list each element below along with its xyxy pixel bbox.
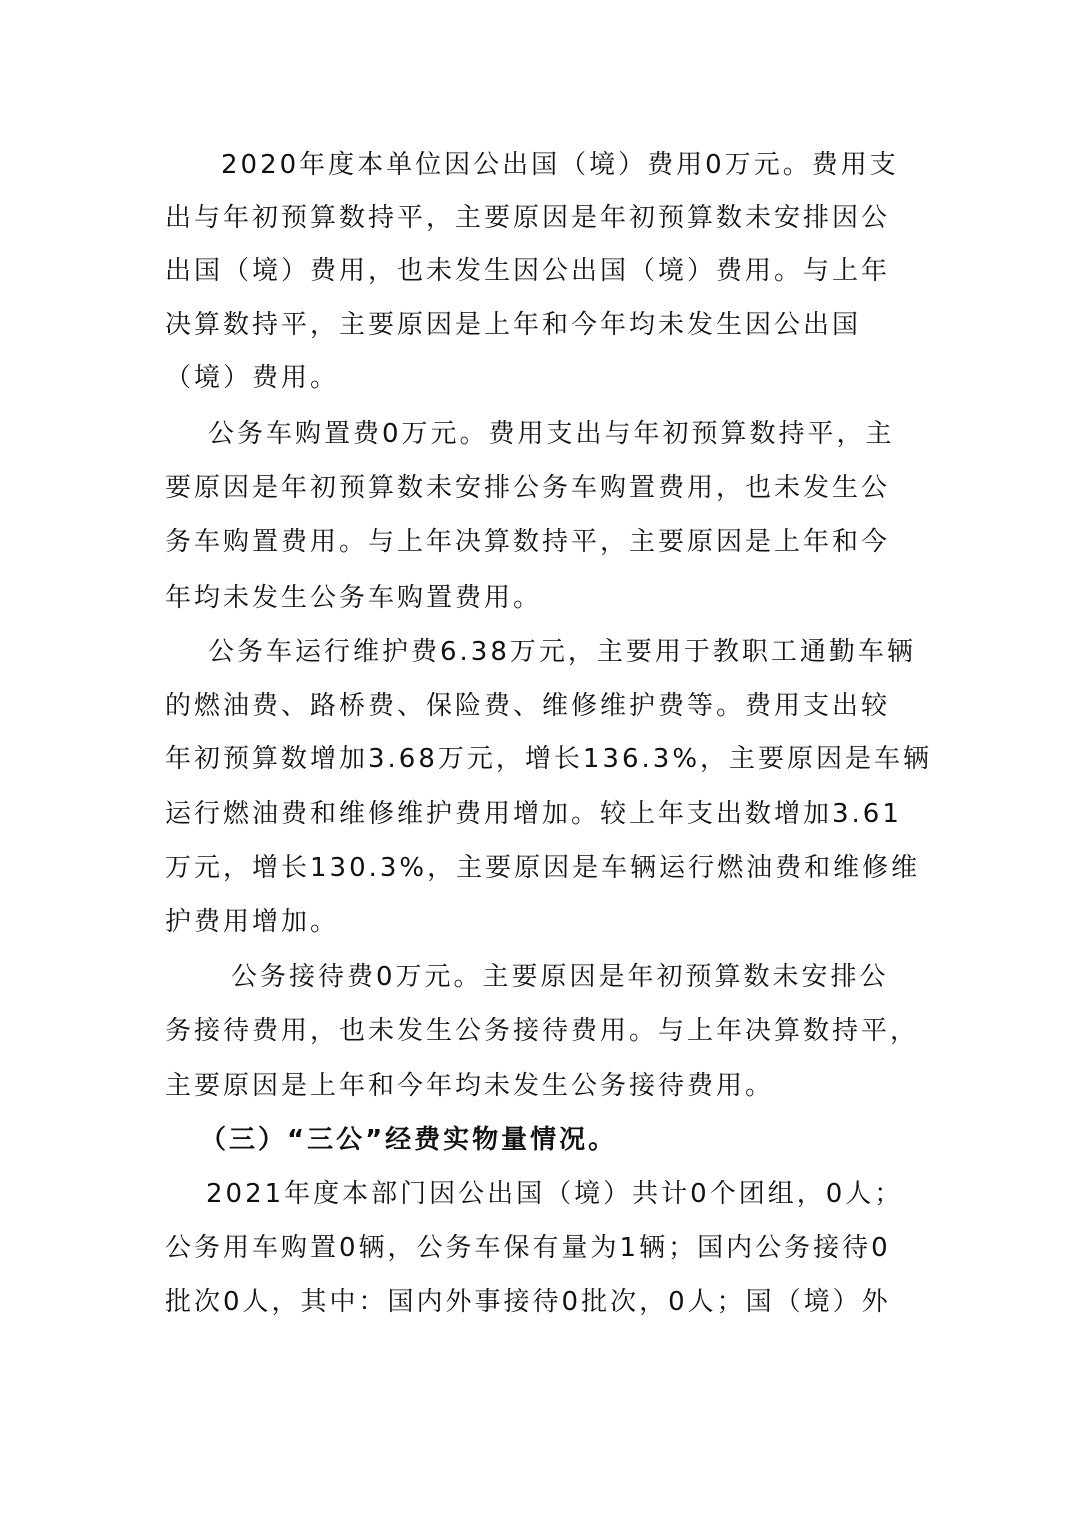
- paragraph-line: 年均未发生公务车购置费用。: [165, 583, 543, 613]
- paragraph-line: 批次0人，其中：国内外事接待0批次，0人；国（境）外: [165, 1287, 891, 1317]
- paragraph-line: 公务接待费0万元。主要原因是年初预算数未安排公: [231, 962, 889, 992]
- paragraph-line: 公务车运行维护费6.38万元，主要用于教职工通勤车辆: [208, 637, 916, 667]
- section-heading: （三）“三公”经费实物量情况。: [200, 1125, 618, 1155]
- paragraph-line: 2020年度本单位因公出国（境）费用0万元。费用支: [221, 150, 899, 180]
- paragraph-line: 出与年初预算数持平，主要原因是年初预算数未安排因公: [165, 203, 891, 233]
- paragraph-line: 年初预算数增加3.68万元，增长136.3%，主要原因是车辆: [165, 744, 933, 774]
- paragraph-line: 要原因是年初预算数未安排公务车购置费用，也未发生公: [165, 473, 891, 503]
- paragraph-line: 务车购置费用。与上年决算数持平，主要原因是上年和今: [165, 527, 891, 557]
- paragraph-line: 万元，增长130.3%，主要原因是车辆运行燃油费和维修维: [165, 853, 921, 883]
- paragraph-line: （境）费用。: [165, 363, 340, 393]
- paragraph-line: 公务车购置费0万元。费用支出与年初预算数持平，主: [208, 419, 895, 449]
- paragraph-line: 运行燃油费和维修维护费用增加。较上年支出数增加3.61: [165, 799, 902, 829]
- paragraph-line: 务接待费用，也未发生公务接待费用。与上年决算数持平，: [165, 1016, 920, 1046]
- paragraph-line: 的燃油费、路桥费、保险费、维修维护费等。费用支出较: [165, 691, 891, 721]
- paragraph-line: 2021年度本部门因公出国（境）共计0个团组，0人；: [206, 1179, 904, 1209]
- paragraph-line: 主要原因是上年和今年均未发生公务接待费用。: [165, 1071, 775, 1101]
- paragraph-line: 决算数持平，主要原因是上年和今年均未发生因公出国: [165, 310, 862, 340]
- paragraph-line: 护费用增加。: [165, 907, 340, 937]
- paragraph-line: 公务用车购置0辆，公务车保有量为1辆；国内公务接待0: [165, 1233, 891, 1263]
- paragraph-line: 出国（境）费用，也未发生因公出国（境）费用。与上年: [165, 256, 891, 286]
